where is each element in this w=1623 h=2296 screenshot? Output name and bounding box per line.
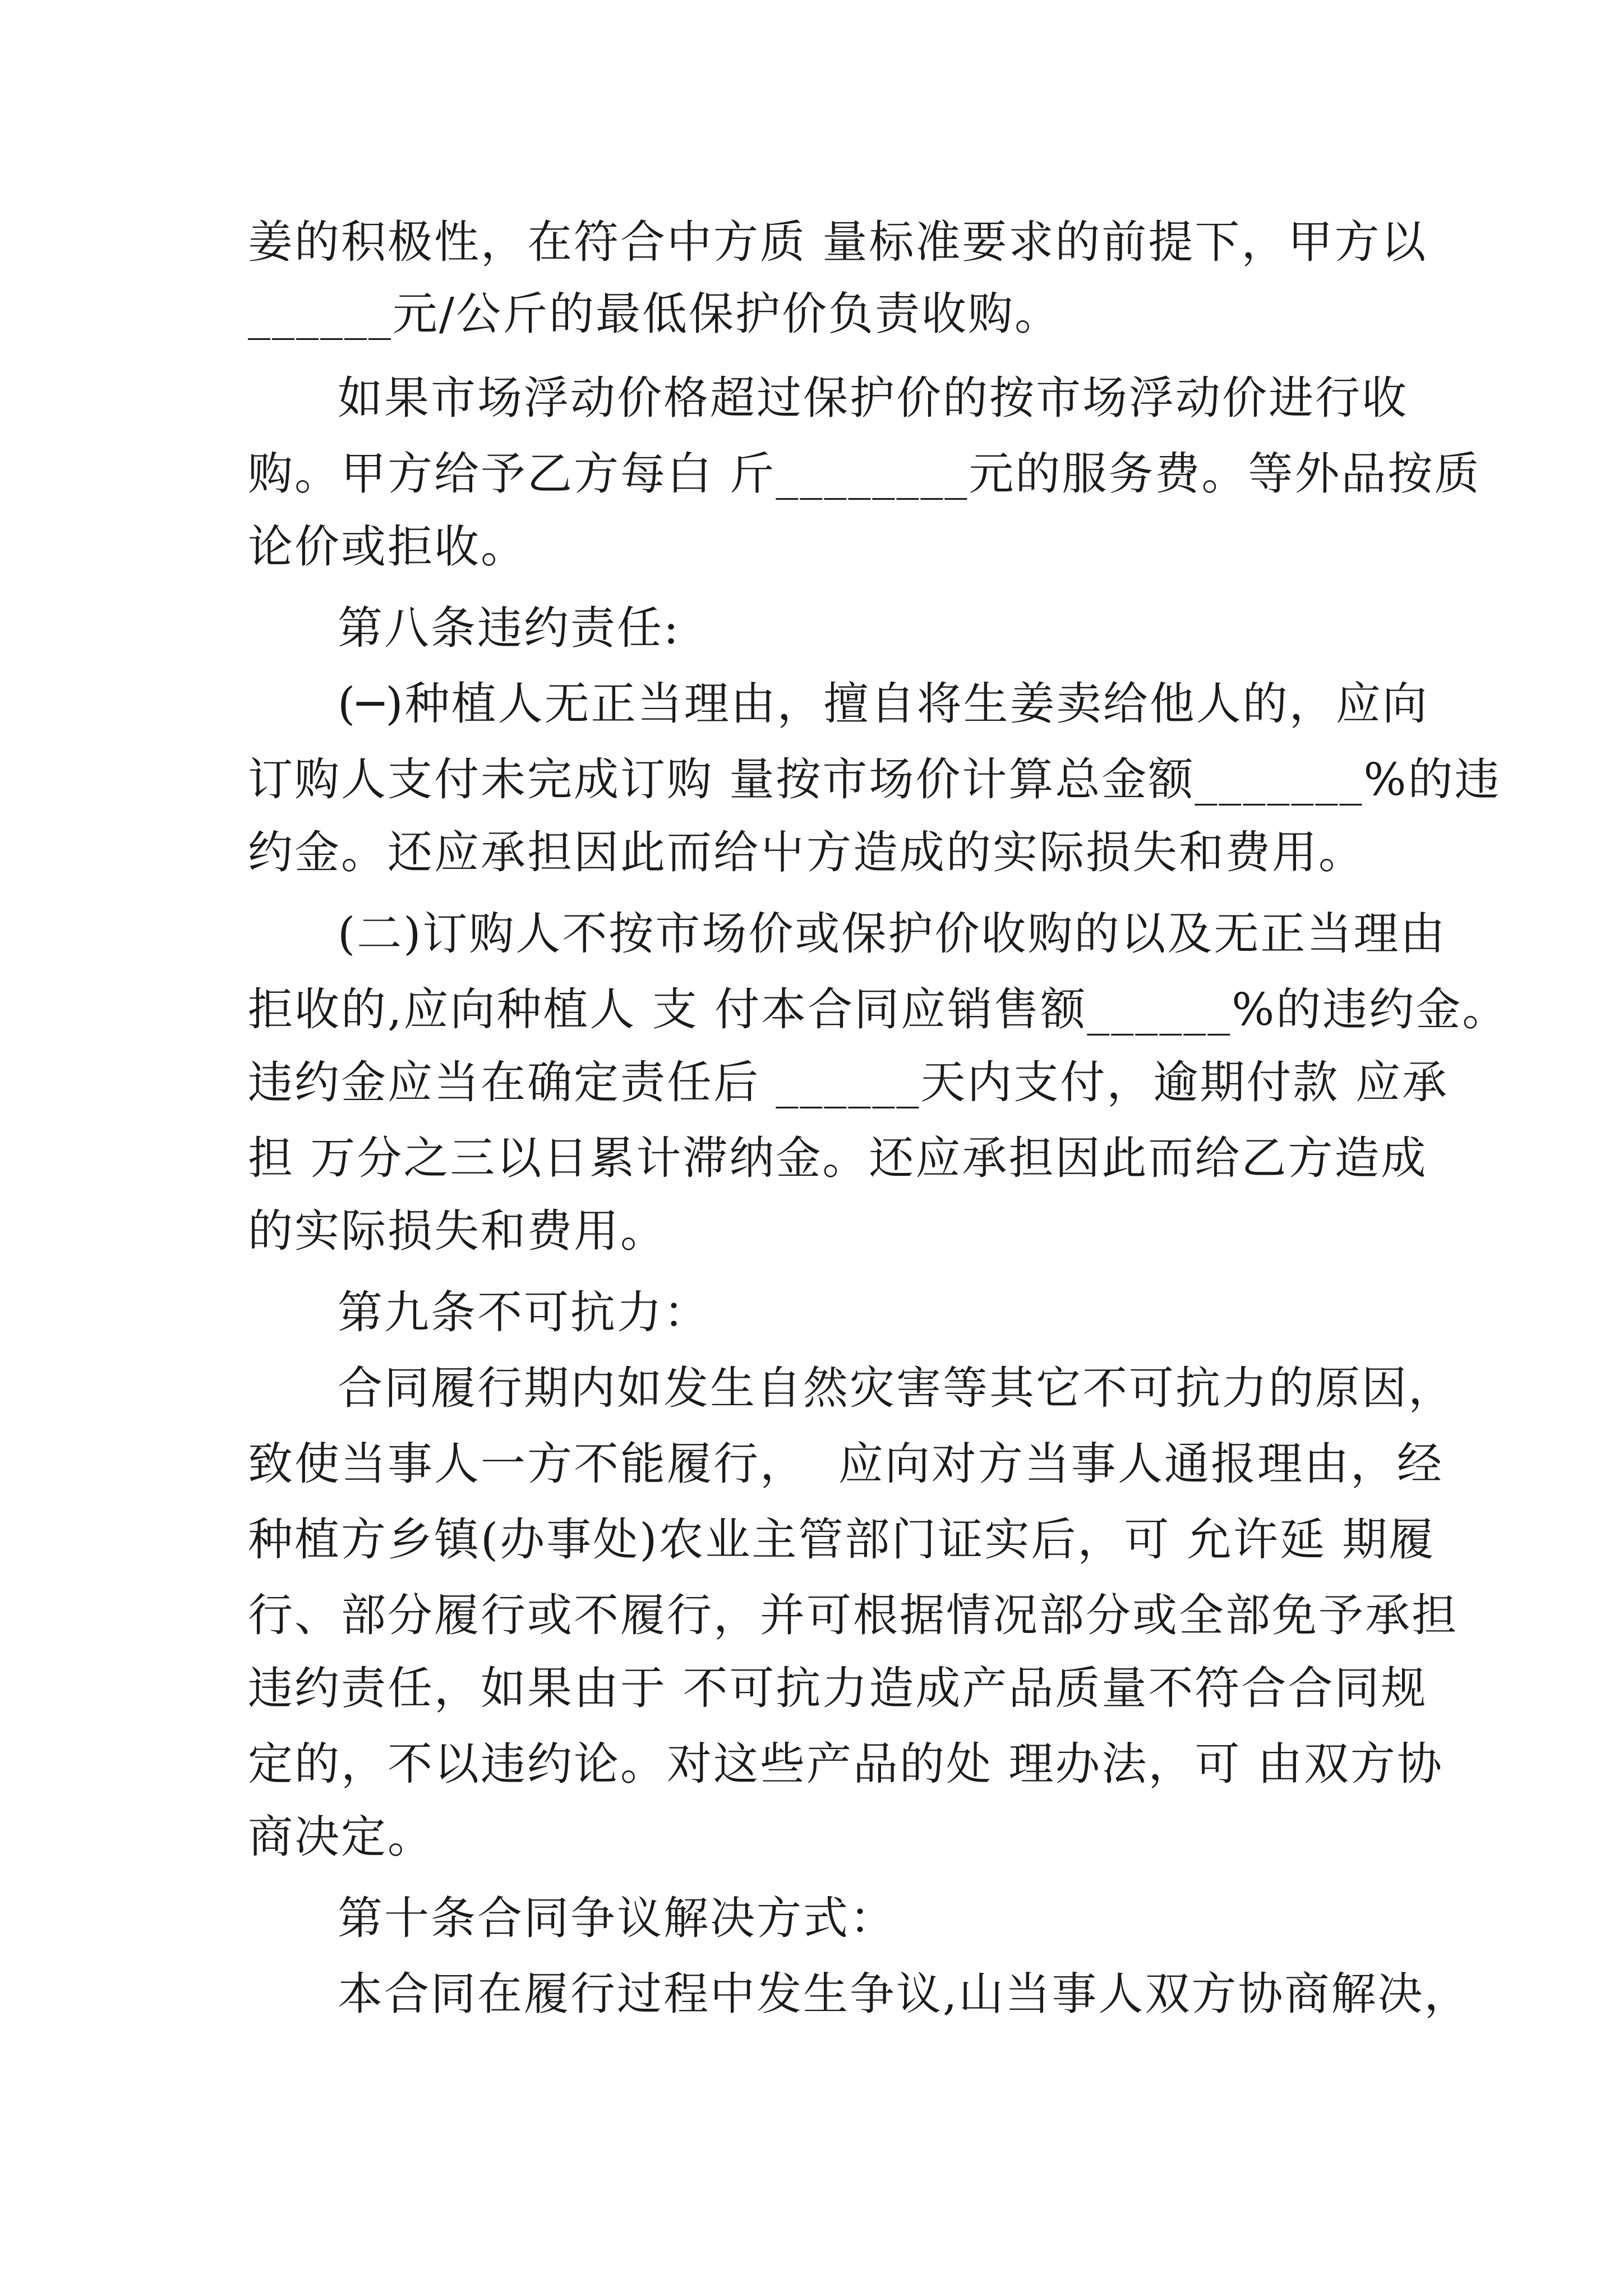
text-line: 的实际损失和费用。: [248, 1205, 667, 1257]
text-line: 论价或拒收。: [248, 521, 527, 573]
text-line: 约金。还应承担因此而给屮方造成的实际损失和费用。: [248, 826, 1365, 878]
text-line: 违约金应当在确定责任后 ______天内支付，逾期付款 应承: [248, 1056, 1449, 1108]
text-line: ______元/公斤的最低保护价负责收购。: [248, 288, 1061, 340]
text-line: 致使当事人一方不能履行， 应向对方当事人通报理由，经: [248, 1438, 1444, 1490]
text-line: 定的，不以违约论。对这些产品的处 理办法，可 由双方协: [248, 1738, 1444, 1790]
section-heading: 第八条违约责任:: [338, 602, 680, 654]
text-line: 行、部分履行或不履行，并可根据情况部分或全部免予承担: [248, 1589, 1458, 1641]
text-line: 如果市场浮动价格超过保护价的按市场浮动价进行收: [338, 372, 1408, 424]
section-heading: 第九条不可抗力：: [338, 1286, 710, 1338]
text-line: 订购人支付未完成订购 量按市场价计算总金额_______%的违: [248, 753, 1501, 806]
text-line: 担 万分之三以日累计滞纳金。还应承担因此而给乙方造成: [248, 1132, 1428, 1184]
text-line: 种植方乡镇(办事处)农业主管部门证实后，可 允许延 期履: [248, 1513, 1436, 1566]
text-line: 本合同在履行过程中发生争议,山当事人双方协商解决，: [338, 1968, 1471, 2020]
text-line: 合同履行期内如发生自然灾害等其它不可抗力的原因，: [338, 1362, 1455, 1414]
text-line: 购。甲方给予乙方每白 斤________元的服务费。等外品按质: [248, 448, 1481, 500]
text-line: 违约责任，如果由于 不可抗力造成产品质量不符合合同规: [248, 1662, 1428, 1714]
text-line: 商决定。: [248, 1811, 434, 1863]
text-line: 姜的积极性，在符合中方质 量标准要求的前提下，甲方以: [248, 216, 1428, 268]
section-heading: 第十条合同争议解决方式：: [338, 1892, 896, 1944]
text-line: 拒收的,应向种植人 支 付本合同应销售额______%的违约金。: [248, 983, 1509, 1036]
text-line: (─)种植人无正当理由，擅自将生姜卖给他人的，应向: [338, 678, 1429, 730]
text-line: (二)订购人不按市场价或保护价收购的以及无正当理由: [338, 908, 1447, 960]
